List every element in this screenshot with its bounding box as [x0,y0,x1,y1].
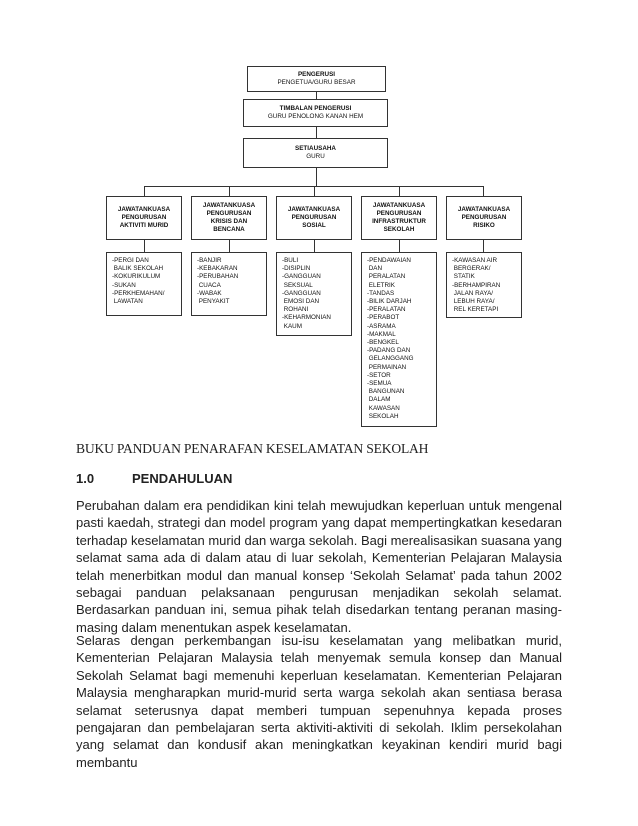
timbalan-box [243,99,388,127]
paragraph-2: Selaras dengan perkembangan isu-isu keselamatan yang melibatkan murid, Kementerian Pelajaran Malaysia telah menyemak semula konsep dan Manual Sekolah Selamat bagi memenuhi keperluan keselamatan. Kementerian Pelajaran Malaysia mengharapkan murid-murid serta warga sekolah akan sentiasa berasa selamat seterusnya dapat memberi tumpuan sepenuhnya kepada proses pengajaran dan pembelajaran serta aktiviti-aktiviti di sekolah. Iklim persekolahan yang selamat dan kondusif akan meningkatkan keyakinan kendiri murid bagi membantu [76,633,562,770]
connector-2 [316,127,317,138]
list-item: -BULI [282,257,299,264]
committee-label: SEKOLAH [383,226,415,233]
committee-label: JAWATANKUASA [457,206,511,213]
committee-label: PENGURUSAN [291,214,337,221]
list-item: SEKSUAL [282,281,313,289]
list-item: -GANGGUAN [282,289,321,297]
list-item: -MAKMAL [367,330,396,338]
list-item: -TANDAS [367,289,395,297]
connector-col-4 [399,186,400,196]
list-item: -PADANG DAN [367,347,411,355]
connector-3 [316,168,317,186]
list-item: -DISIPLIN [282,265,311,273]
list-item: LEBUH RAYA/ [452,298,495,306]
list-item: BALIK SEKOLAH [112,265,164,273]
committee-aktiviti-murid-list [106,252,182,316]
list-item: -SUKAN [112,281,136,289]
list-item: GELANGGANG [367,355,414,363]
committee-label: INFRASTRUKTUR [372,218,426,225]
committee-krisis-bencana [191,196,267,240]
list-item: -BILIK DARJAH [367,298,412,306]
list-item: DALAM [367,396,391,404]
committee-label: JAWATANKUASA [202,202,256,209]
list-item: -BENGKEL [367,339,399,347]
section-title: PENDAHULUAN [132,471,233,486]
committee-label: RISIKO [473,222,495,229]
committee-label: PENGURUSAN [376,210,422,217]
setiausaha-box [243,138,388,168]
pengerusi-box [247,66,386,92]
committee-label: PENGURUSAN [121,214,167,221]
connector-list-4 [399,240,400,252]
pengerusi-subtitle: PENGETUA/GURU BESAR [277,79,356,86]
list-item: PENYAKIT [197,298,230,306]
committee-label: AKTIVITI MURID [119,222,169,229]
connector-list-2 [229,240,230,252]
connector-list-1 [144,240,145,252]
committee-label: PENGURUSAN [461,214,507,221]
committee-infrastruktur-list [361,252,437,427]
committee-sosial-list [276,252,352,336]
committee-risiko-list [446,252,522,318]
list-item: PERMAINAN [367,363,407,371]
document-title: BUKU PANDUAN PENARAFAN KESELAMATAN SEKOLAH [76,441,429,456]
list-item: -BERHAMPIRAN [452,281,501,289]
timbalan-subtitle: GURU PENOLONG KANAN HEM [267,113,364,120]
connector-1 [316,92,317,99]
list-item: -PERALATAN [367,306,406,314]
committee-krisis-bencana-list [191,252,267,316]
committee-label: BENCANA [213,226,245,233]
list-item: -KEHARMONIAN [282,314,331,322]
list-item: EMOSI DAN [282,298,320,306]
list-item: ELETRIK [367,281,395,289]
list-item: -SETOR [367,371,391,379]
list-item: -KAWASAN AIR [452,257,498,264]
committee-label: PENGURUSAN [206,210,252,217]
list-item: KAWASAN [367,404,400,412]
committee-label: JAWATANKUASA [287,206,341,213]
list-item: -GANGGUAN [282,273,321,281]
list-item: REL KERETAPI [452,306,499,314]
list-item: -PERABOT [367,314,400,322]
committee-label: JAWATANKUASA [372,202,426,209]
list-item: -WABAK [197,289,222,297]
connector-list-3 [314,240,315,252]
list-item: KAUM [282,322,302,330]
committee-aktiviti-murid [106,196,182,240]
setiausaha-title: SETIAUSAHA [295,145,336,152]
list-item: -BANJIR [197,257,222,264]
list-item: BERGERAK/ [452,265,491,273]
committee-label: JAWATANKUASA [117,206,171,213]
list-item: ROHANI [282,306,309,314]
committee-risiko [446,196,522,240]
committee-infrastruktur [361,196,437,240]
section-number: 1.0 [76,471,95,486]
list-item: LAWATAN [112,298,143,306]
connector-col-1 [144,186,145,196]
connector-list-5 [483,240,484,252]
paragraph-1: Perubahan dalam era pendidikan kini telah mewujudkan keperluan untuk mengenal pasti kaedah, strategi dan model program yang dapat mempertingkatkan kesedaran terhadap keselamatan murid dan warga sekolah. Bagi merealisasikan suasana yang selamat sama ada di dalam atau di luar sekolah, Kementerian Pelajaran Malaysia telah menerbitkan modul dan manual konsep ‘Sekolah Selamat’ pada tahun 2002 sebagai panduan pelaksanaan pengurusan menjadikan sekolah selamat. Berdasarkan panduan ini, semua pihak telah disedarkan tentang peranan masing-masing dalam menentukan aspek keselamatan. [76,498,562,635]
committee-label: SOSIAL [302,222,326,229]
committee-sosial [276,196,352,240]
list-item: STATIK [452,273,475,281]
committee-label: KRISIS DAN [210,218,248,225]
list-item: -KEBAKARAN [197,265,238,273]
list-item: -PERGI DAN [112,257,149,264]
list-item: -ASRAMA [367,322,396,330]
connector-col-2 [229,186,230,196]
list-item: -KOKURIKULUM [112,273,161,281]
list-item: -PENDAWAIAN [367,257,411,264]
list-item: SEKOLAH [367,412,399,420]
list-item: PERALATAN [367,273,406,281]
timbalan-title: TIMBALAN PENGERUSI [279,105,352,112]
list-item: JALAN RAYA/ [452,289,494,297]
connector-col-5 [483,186,484,196]
list-item: -PERKHEMAHAN/ [112,289,165,297]
list-item: CUACA [197,281,221,289]
setiausaha-subtitle: GURU [306,153,325,160]
connector-col-3 [314,186,315,196]
pengerusi-title: PENGERUSI [297,71,336,78]
list-item: DAN [367,265,383,273]
list-item: -SEMUA [367,380,392,388]
list-item: -PERUBAHAN [197,273,239,281]
list-item: BANGUNAN [367,388,405,396]
